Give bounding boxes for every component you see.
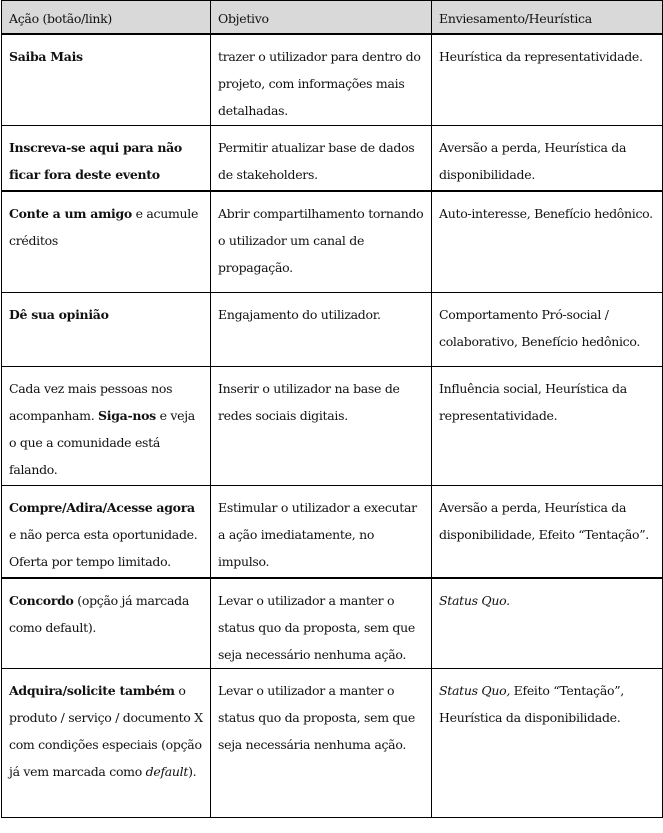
table-row [2,578,663,669]
cell-text: Compre/Adira/Acesse agora [9,499,195,515]
header-bias: Enviesamento/Heurística [432,1,663,35]
cell-text: Concordo [9,593,74,608]
table-row [2,292,663,366]
cell-objective [211,191,432,292]
cell-text: e acumule créditos [9,206,199,248]
cell-objective [211,125,432,191]
cell-text: Levar o utilizador a manter o status quo da proposta, sem que seja necessária nenhuma ação. [218,683,415,752]
cell-objective [211,366,432,485]
cell-action [2,366,211,485]
cell-action [2,578,211,669]
cell-action [2,485,211,578]
table-row [2,366,663,485]
cell-text: Efeito “Tentação”, Heurística da disponibilidade. [439,683,624,725]
cell-objective [211,578,432,669]
cell-text: e não perca esta oportunidade. Oferta por tempo limitado. [9,526,198,569]
cell-bias [432,34,663,125]
cell-text: Aversão a perda, Heurística da disponibilidade. [439,139,627,182]
cell-text: Levar o utilizador a manter o status quo da proposta, sem que seja necessário nenhuma ação. [218,593,415,662]
cell-text: Abrir compartilhamento tornando o utilizador um canal de propagação. [218,206,424,275]
cell-objective [211,669,432,818]
cell-text: (opção já marcada como default). [9,593,190,635]
cell-text: o produto / serviço / documento X com condições especiais (opção já vem marcada como [9,683,203,779]
table-row [2,485,663,578]
cell-text: Auto-interesse, Benefício hedônico. [439,206,653,221]
cell-bias [432,292,663,366]
cell-text: Heurística da representatividade. [439,49,643,64]
cell-action [2,34,211,125]
cell-objective [211,292,432,366]
cell-objective [211,485,432,578]
table-row [2,669,663,818]
cell-text: Adquira/solicite também [9,683,175,698]
cell-text: Dê sua opinião [9,306,109,322]
cell-action [2,125,211,191]
cell-bias [432,669,663,818]
cell-text: trazer o utilizador para dentro do projeto, com informações mais detalhadas. [218,49,421,118]
cell-text: Inscreva-se aqui para não ficar fora deste evento [9,139,182,182]
cell-text: ). [188,764,197,779]
cell-action [2,292,211,366]
cell-text: Inserir o utilizador na base de redes sociais digitais. [218,380,400,423]
cell-action [2,669,211,818]
cell-text: Siga-nos [98,407,156,423]
cell-action [2,191,211,292]
cell-text: Conte a um amigo [9,206,132,221]
cell-text: Status Quo. [439,593,510,608]
cell-text: Saiba Mais [9,49,83,64]
cell-text: Aversão a perda, Heurística da disponibilidade, Efeito “Tentação”. [439,499,649,542]
header-action: Ação (botão/link) [2,1,211,35]
cell-text: e veja o que a comunidade está falando. [9,407,195,477]
cell-text: Cada vez mais pessoas nos acompanham. [9,380,173,423]
cell-text: Estimular o utilizador a executar a ação imediatamente, no impulso. [218,499,417,569]
cell-bias [432,125,663,191]
cell-bias [432,578,663,669]
heuristics-table [1,0,663,818]
cell-text: Engajamento do utilizador. [218,306,381,322]
header-objective: Objetivo [211,1,432,35]
cell-text: Permitir atualizar base de dados de stakeholders. [218,139,415,182]
cell-text: Influência social, Heurística da representatividade. [439,380,627,423]
cell-objective [211,34,432,125]
table-row [2,34,663,125]
header-row [2,1,663,35]
cell-text: Comportamento Pró-social / colaborativo, Benefício hedônico. [439,306,641,349]
cell-bias [432,485,663,578]
cell-bias [432,366,663,485]
cell-text: Status Quo, [439,683,510,698]
table-row [2,191,663,292]
cell-bias [432,191,663,292]
cell-text: default [145,764,189,779]
table-row [2,125,663,191]
